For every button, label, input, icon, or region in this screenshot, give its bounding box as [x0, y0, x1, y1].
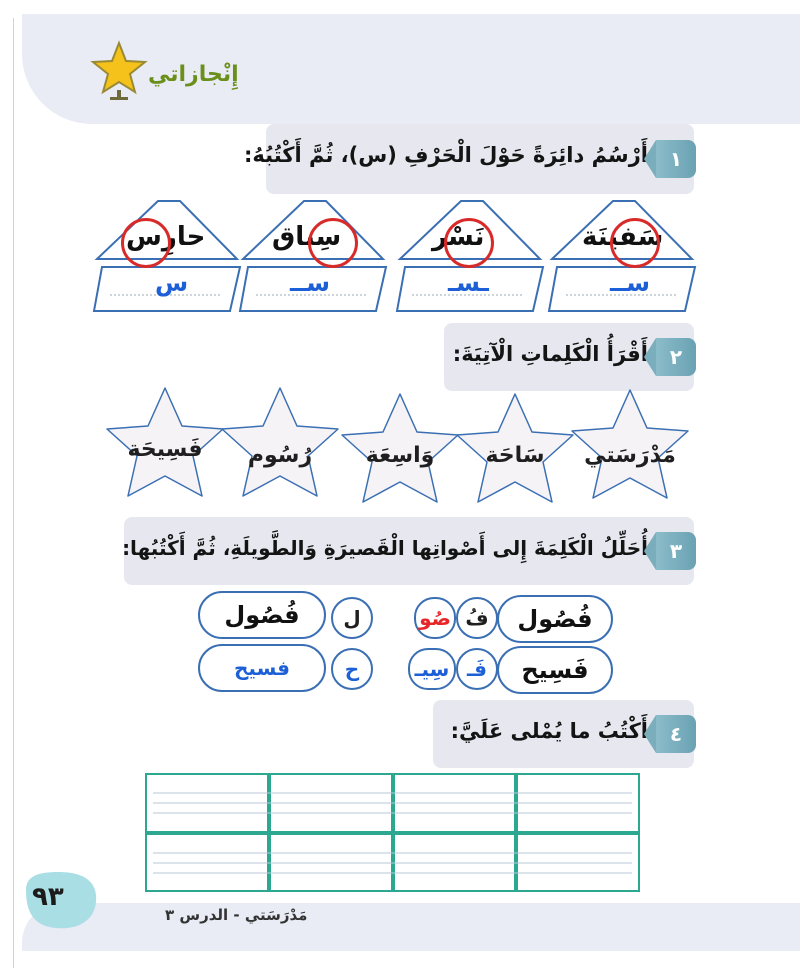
q1-circle-mark-3 [308, 218, 358, 268]
q3-row1-part-2: صُو [414, 597, 456, 639]
q3-row2-part-3: ح [331, 648, 373, 690]
q1-circle-mark-1 [610, 218, 660, 268]
q1-answer-2: ـسـ [448, 269, 489, 297]
q2-prompt: أَقْرَأُ الْكَلِماتِ الْآتِيَةَ: [452, 342, 648, 366]
q1-answer-1: ســ [610, 269, 651, 297]
q1-circle-mark-4 [121, 218, 171, 268]
q1-prompt: أَرْسُمُ دائِرَةً حَوْلَ الْحَرْفِ (س)، ثُمَّ أَكْتُبُهُ: [244, 143, 648, 167]
q2-word-1: مَدْرَسَتي [584, 443, 676, 468]
page-number: ٩٣ [32, 882, 64, 912]
q4-prompt: أَكْتُبُ ما يُمْلى عَلَيَّ: [450, 719, 648, 743]
page-title: إِنْجازاتي [148, 62, 239, 87]
q3-row2-answer: فسيح [198, 644, 326, 692]
q1-word-1: سَفينَة [582, 222, 664, 252]
q3-row1-answer: فُصُول [198, 591, 326, 639]
q1-frames [90, 195, 700, 320]
footer-lesson: مَدْرَسَتي - الدرس ٣ [165, 906, 308, 924]
q2-word-3: وَاسِعَة [365, 443, 435, 468]
q2-number: ٢ [656, 338, 696, 376]
q2-word-5: فَسِيحَة [127, 437, 203, 462]
dictation-lines [145, 773, 640, 892]
q3-number: ٣ [656, 532, 696, 570]
q1-word-3: سِباق [272, 222, 342, 252]
q3-row1-part-3: ل [331, 597, 373, 639]
q1-circle-mark-2 [444, 218, 494, 268]
star-trophy-icon [90, 40, 148, 102]
q1-word-2: نَسْر [432, 222, 485, 252]
q3-prompt: أُحَلِّلُ الْكَلِمَةَ إِلى أَصْواتِها الْقَصيرَةِ وَالطَّويلَةِ، ثُمَّ أَكْتُبُها: [122, 536, 648, 560]
q1-word-4: حارِس [126, 222, 206, 252]
q2-word-2: سَاحَة [485, 443, 545, 468]
q1-answer-4: س [155, 269, 189, 297]
q4-number: ٤ [656, 715, 696, 753]
q1-answer-3: ســ [290, 269, 331, 297]
q3-row2-word: فَسِيح [497, 646, 613, 694]
q3-row1-part-1: فُ [456, 597, 498, 639]
q3-row2-part-1: فَـ [456, 648, 498, 690]
footer-band [22, 903, 800, 951]
q2-word-4: رُسُوم [247, 443, 313, 468]
q1-number: ١ [656, 140, 696, 178]
page-edge-line [13, 18, 14, 968]
q3-row1-word: فُصُول [497, 595, 613, 643]
q3-row2-part-2: سِيـ [408, 648, 456, 690]
